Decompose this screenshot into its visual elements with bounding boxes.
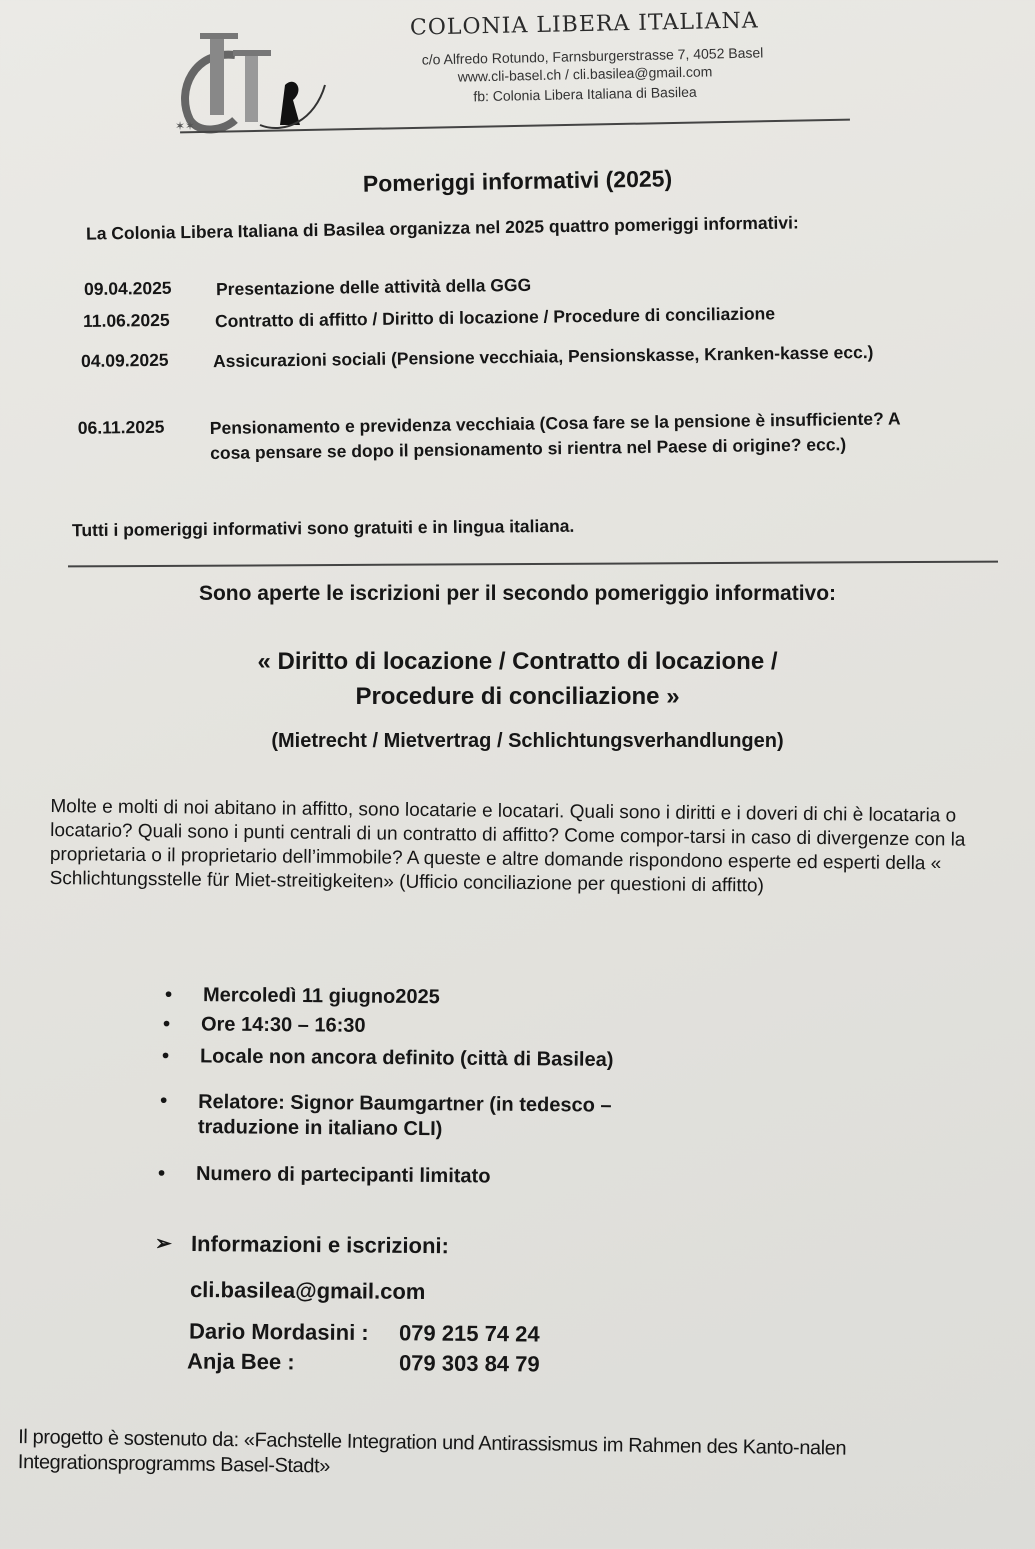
event-date: 11.06.2025 bbox=[82, 309, 170, 332]
detail-item: • Ore 14:30 – 16:30 bbox=[162, 1013, 366, 1037]
event-date: 06.11.2025 bbox=[77, 416, 165, 438]
event-date: 09.04.2025 bbox=[83, 277, 172, 300]
section-rule bbox=[68, 561, 998, 567]
topic-line-2: Procedure di conciliazione » bbox=[355, 683, 680, 710]
arrow-icon: ➢ bbox=[154, 1232, 172, 1255]
event-item bbox=[81, 339, 938, 376]
event-date: 04.09.2025 bbox=[80, 349, 169, 371]
contact-heading: Informazioni e iscrizioni: bbox=[190, 1231, 450, 1259]
detail-item: • Locale non ancora definito (città di Basilea) bbox=[161, 1045, 614, 1071]
contact-email[interactable]: cli.basilea@gmail.com bbox=[189, 1276, 426, 1305]
topic-line-1: « Diritto di locazione / Contratto di locazione / bbox=[257, 648, 778, 675]
detail-text: Mercoledì 11 giugno2025 bbox=[202, 984, 440, 1009]
detail-text: Relatore: Signor Baumgartner (in tedesco – traduzione in italiano CLI) bbox=[197, 1091, 612, 1141]
detail-item: • Relatore: Signor Baumgartner (in tedesco – traduzione in italiano CLI) bbox=[160, 1090, 688, 1145]
event-item bbox=[84, 267, 946, 304]
event-topic: Assicurazioni sociali (Pensione vecchiaia, Pensionskasse, Kranken-kasse ecc.) bbox=[212, 341, 874, 372]
facebook: fb: Colonia Libera Italiana di Basilea bbox=[473, 83, 697, 105]
free-note: Tutti i pomeriggi informativi sono gratuiti e in lingua italiana. bbox=[71, 515, 575, 541]
contact-heading-row bbox=[155, 1231, 449, 1260]
logo bbox=[165, 30, 335, 135]
contact-phone: 079 303 84 79 bbox=[398, 1350, 540, 1377]
web-email: www.cli-basel.ch / cli.basilea@gmail.com bbox=[457, 63, 713, 85]
registration-heading: Sono aperte le iscrizioni per il secondo pomeriggio informativo: bbox=[198, 582, 837, 605]
topic-german: (Mietrecht / Mietvertrag / Schlichtungsverhandlungen) bbox=[271, 730, 784, 752]
svg-text:✶✶: ✶✶ bbox=[175, 119, 196, 133]
contact-person bbox=[189, 1318, 540, 1347]
event-topic: Presentazione delle attività della GGG bbox=[215, 274, 532, 300]
event-item bbox=[78, 406, 921, 468]
contact-person bbox=[187, 1348, 540, 1377]
footer-note: Il progetto è sostenuto da: «Fachstelle Integration und Antirassismus im Rahmen des Kanto-nalen Integrationsprogramms Basel-Stadt» bbox=[17, 1426, 847, 1478]
detail-item: • Numero di partecipanti limitato bbox=[157, 1162, 491, 1188]
detail-text: Locale non ancora definito (città di Basilea) bbox=[199, 1045, 614, 1071]
page-title: Pomeriggi informativi (2025) bbox=[362, 165, 673, 197]
detail-item: • Mercoledì 11 giugno2025 bbox=[164, 983, 440, 1009]
detail-text: Numero di partecipanti limitato bbox=[195, 1162, 491, 1188]
description: Molte e molti di noi abitano in affitto, sono locatarie e locatari. Quali sono i diritti e i doveri di chi è locataria o locatario? Quali sono i punti centrali di un contratto di affitto? Come compor-tarsi in caso di divergenze con la proprietaria o il proprietario dell’immobile? A queste e altre domande rispondono esperte ed esperti della « Schlichtungsstelle für Miet-streitigkeiten» (Ufficio conciliazione per questioni di affitto) bbox=[49, 796, 966, 897]
detail-text: Ore 14:30 – 16:30 bbox=[200, 1013, 366, 1037]
event-topic: Pensionamento e previdenza vecchiaia (Cosa fare se la pensione è insufficiente? A cosa pensare se dopo il pensionamento si rientra nel Paese di origine? ecc.) bbox=[209, 408, 901, 464]
contact-name: Anja Bee : bbox=[186, 1348, 295, 1375]
event-topic: Contratto di affitto / Diritto di locazione / Procedure di conciliazione bbox=[214, 303, 776, 332]
event-item bbox=[83, 299, 945, 336]
intro-text: La Colonia Libera Italiana di Basilea organizza nel 2025 quattro pomeriggi informativi: bbox=[85, 212, 799, 244]
contact-phone: 079 215 74 24 bbox=[398, 1320, 540, 1347]
address: c/o Alfredo Rotundo, Farnsburgerstrasse 7, 4052 Basel bbox=[421, 44, 764, 68]
contact-name: Dario Mordasini : bbox=[188, 1318, 369, 1346]
org-name: COLONIA LIBERA ITALIANA bbox=[409, 8, 759, 41]
